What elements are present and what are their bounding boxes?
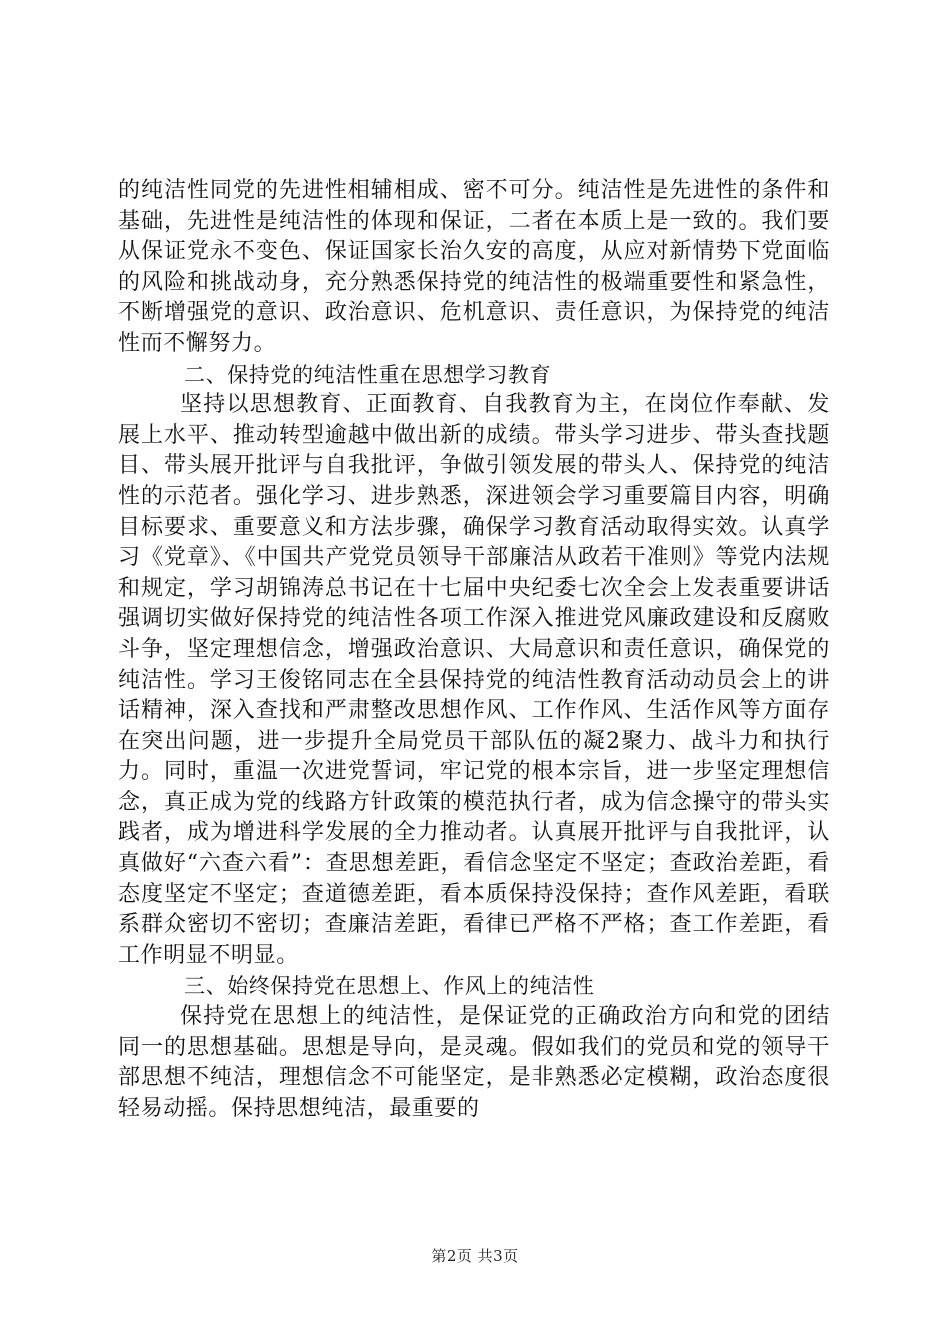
paragraph-continued: 的纯洁性同党的先进性相辅相成、密不可分。纯洁性是先进性的条件和基础，先进性是纯洁性的体现和保证，二者在本质上是一致的。我们要从保证党永不变色、保证国家长治久安的高度，从应对新情势下党面临的风险和挑战动身，充分熟悉保持党的纯洁性的极端重要性和紧急性，不断增强党的意识、政治意识、危机意识、责任意识，为保持党的纯洁性而不懈努力。	[118, 178, 830, 356]
document-body	[118, 176, 830, 1124]
paragraph-section-3: 保持党在思想上的纯洁性，是保证党的正确政治方向和党的团结同一的思想基础。思想是导向，是灵魂。假如我们的党员和党的领导干部思想不纯洁，理想信念不可能坚定，是非熟悉必定模糊，政治态度很轻易动摇。保持思想纯洁，最重要的	[118, 1004, 830, 1121]
section-heading-2: 二、保持党的纯洁性重在思想学习教育	[184, 362, 552, 387]
section-heading-3: 三、始终保持党在思想上、作风上的纯洁性	[184, 974, 595, 999]
paragraph-section-2: 坚持以思想教育、正面教育、自我教育为主，在岗位作奉献、发展上水平、推动转型逾越中做出新的成绩。带头学习进步、带头查找题目、带头展开批评与自我批评，争做引领发展的带头人、保持党的纯洁性的示范者。强化学习、进步熟悉，深进领会学习重要篇目内容，明确目标要求、重要意义和方法步骤，确保学习教育活动取得实效。认真学习《党章》、《中国共产党党员领导干部廉洁从政若干准则》等党内法规和规定，学习胡锦涛总书记在十七届中央纪委七次全会上发表重要讲话强调切实做好保持党的纯洁性各项工作深入推进党风廉政建设和反腐败斗争，坚定理想信念，增强政治意识、大局意识和责任意识，确保党的纯洁性。学习王俊铭同志在全县保持党的纯洁性教育活动动员会上的讲话精神，深入查找和严肃整改思想作风、工作作风、生活作风等方面存在突出问题，进一步提升全局党员干部队伍的凝2聚力、战斗力和执行力。同时，重温一次进党誓词，牢记党的根本宗旨，进一步坚定理想信念，真正成为党的线路方针政策的模范执行者，成为信念操守的带头实践者，成为增进科学发展的全力推动者。认真展开批评与自我批评，认真做好“六查六看”：查思想差距，看信念坚定不坚定；查政治差距，看态度坚定不坚定；查道德差距，看本质保持没保持；查作风差距，看联系群众密切不密切；查廉洁差距，看律已严格不严格；查工作差距，看工作明显不明显。	[118, 392, 830, 968]
page-number-footer: 第2页 共3页	[431, 1247, 519, 1265]
